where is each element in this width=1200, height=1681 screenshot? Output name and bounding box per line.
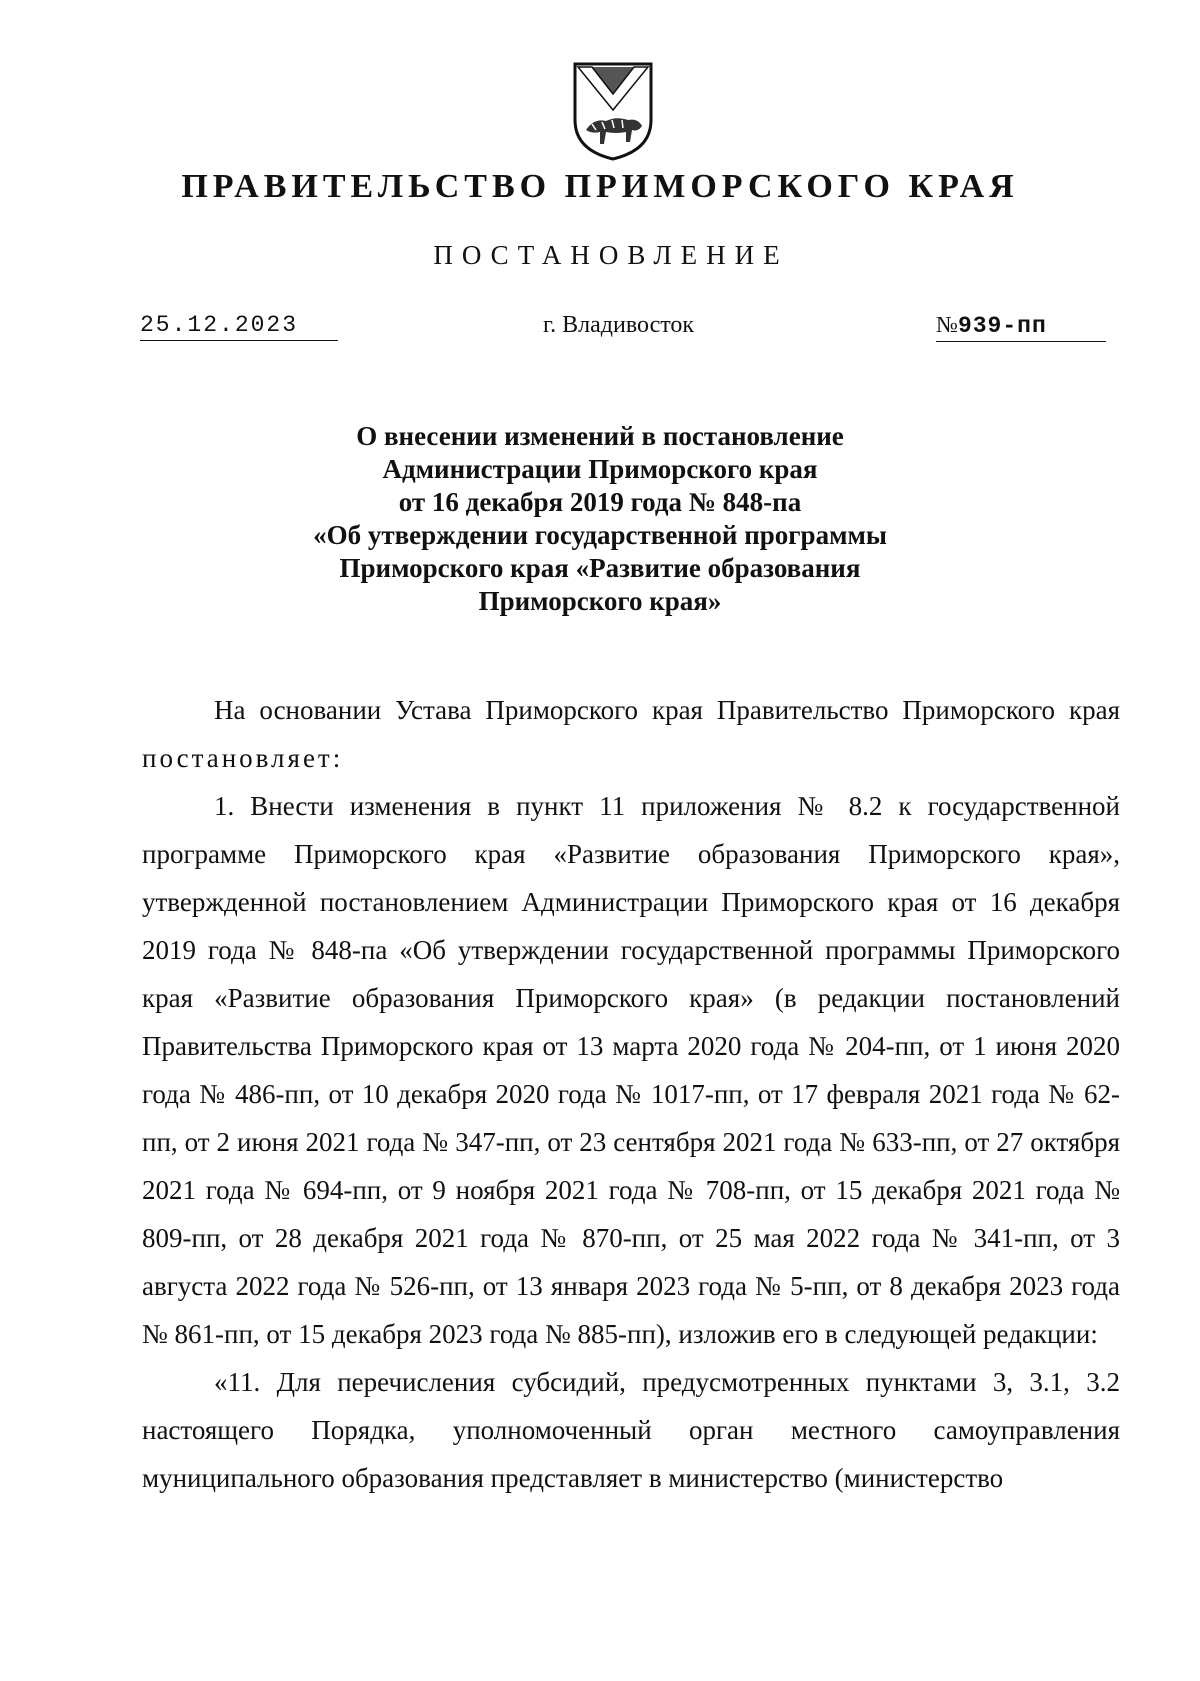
- document-city: г. Владивосток: [543, 312, 695, 338]
- document-body: [142, 686, 1120, 1502]
- document-number: [936, 312, 1106, 342]
- item-1-paragraph: 1. Внести изменения в пункт 11 приложения № 8.2 к государственной программе Приморского края «Развитие образования Приморского края», утвержденной постановлением Администрации Приморского края от 16 декабря 2019 года № 848-па «Об утверждении государственной программы Приморского края «Развитие образования Приморского края» (в редакции постановлений Правительства Приморского края от 13 марта 2020 года № 204-пп, от 1 июня 2020 года № 486-пп, от 10 декабря 2020 года № 1017-пп, от 17 февраля 2021 года № 62-пп, от 2 июня 2021 года № 347-пп, от 23 сентября 2021 года № 633-пп, от 27 октября 2021 года № 694-пп, от 9 ноября 2021 года № 708-пп, от 15 декабря 2021 года № 809-пп, от 28 декабря 2021 года № 870-пп, от 25 мая 2022 года № 341-пп, от 3 августа 2022 года № 526-пп, от 13 января 2023 года № 5-пп, от 8 декабря 2023 года № 861-пп, от 15 декабря 2023 года № 885-пп), изложив его в следующей редакции:: [142, 791, 1120, 1349]
- preamble-verb: постановляет: [142, 743, 333, 773]
- item-11-paragraph: «11. Для перечисления субсидий, предусмотренных пунктами 3, 3.1, 3.2 настоящего Порядка, уполномоченный орган местного самоуправления муниципального образования представляет в министерство (министерство: [142, 1367, 1120, 1493]
- organization-name: ПРАВИТЕЛЬСТВО ПРИМОРСКОГО КРАЯ: [181, 168, 1019, 205]
- number-prefix: №: [936, 312, 958, 337]
- document-date: 25.12.2023: [140, 312, 338, 341]
- title-line: О внесении изменений в постановление: [356, 421, 844, 451]
- title-line: «Об утверждении государственной программы: [313, 520, 887, 550]
- title-line: Приморского края «Развитие образования: [339, 553, 861, 583]
- document-type: ПОСТАНОВЛЕНИЕ: [433, 240, 789, 270]
- document-title: [0, 420, 1200, 618]
- preamble-colon: :: [332, 743, 341, 773]
- title-line: Администрации Приморского края: [382, 454, 818, 484]
- preamble-text: На основании Устава Приморского края Правительство Приморского края: [214, 695, 1120, 725]
- coat-of-arms-emblem: [572, 58, 654, 162]
- preamble-paragraph: [142, 686, 1120, 782]
- number-value: 939-пп: [957, 313, 1047, 339]
- title-line: Приморского края»: [478, 586, 722, 616]
- title-line: от 16 декабря 2019 года № 848-па: [398, 487, 802, 517]
